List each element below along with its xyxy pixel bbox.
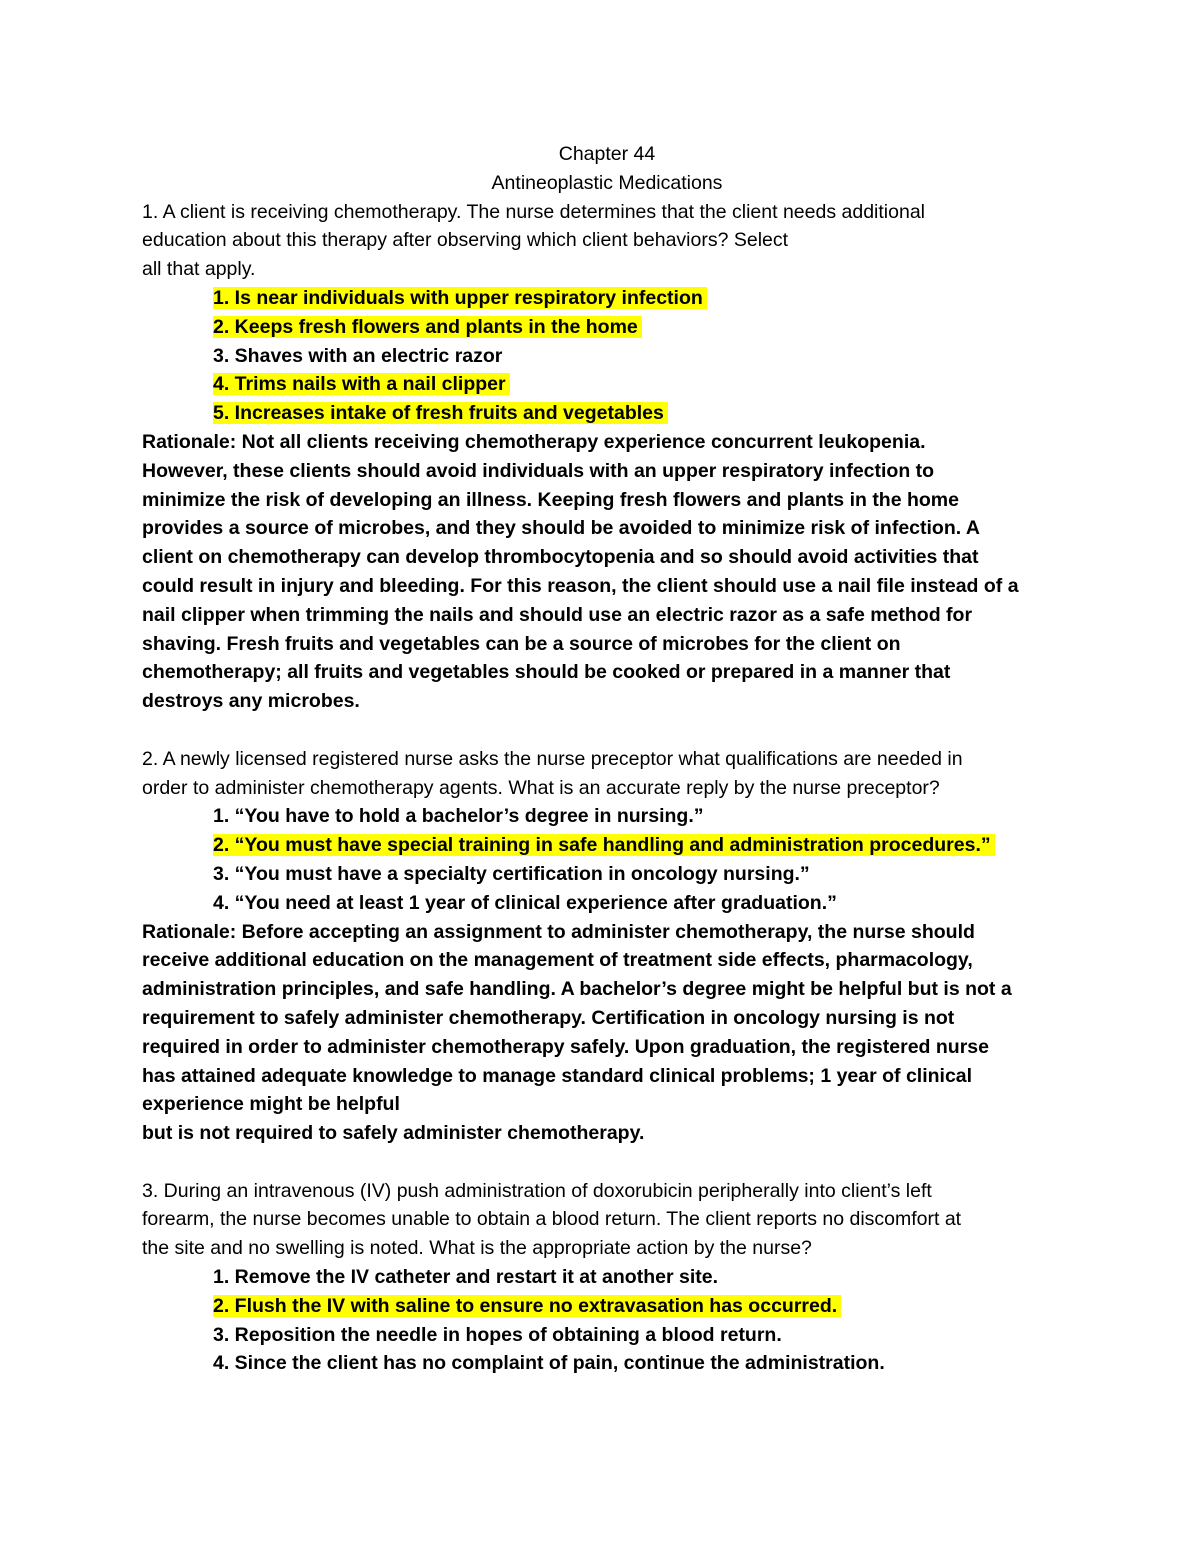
rationale-line: chemotherapy; all fruits and vegetables should be cooked or prepared in a manner that <box>142 661 951 684</box>
rationale-line: client on chemotherapy can develop thrombocytopenia and so should avoid activities that <box>142 546 979 569</box>
rationale-line: has attained adequate knowledge to manage standard clinical problems; 1 year of clinical <box>142 1064 973 1087</box>
document-page <box>142 140 1072 1378</box>
question-1 <box>142 198 1072 716</box>
question-2-stem-line: order to administer chemotherapy agents. What is an accurate reply by the nurse preceptor? <box>142 776 940 799</box>
rationale-line: destroys any microbes. <box>142 690 360 713</box>
question-1-stem-line: all that apply. <box>142 258 256 281</box>
rationale-line: experience might be helpful <box>142 1093 400 1116</box>
highlighted-answer: 2. Keeps fresh flowers and plants in the home <box>213 316 642 338</box>
rationale-line: minimize the risk of developing an illness. Keeping fresh flowers and plants in the home <box>142 488 959 511</box>
rationale-line: required in order to administer chemotherapy safely. Upon graduation, the registered nurse <box>142 1035 989 1058</box>
highlighted-answer: 5. Increases intake of fresh fruits and vegetables <box>213 402 668 424</box>
question-1-stem-line: 1. A client is receiving chemotherapy. The nurse determines that the client needs additional <box>142 200 925 223</box>
question-1-option-2 <box>142 313 1072 342</box>
question-3-stem-line: 3. During an intravenous (IV) push administration of doxorubicin peripherally into client’s left <box>142 1179 932 1202</box>
highlighted-answer: 4. Trims nails with a nail clipper <box>213 373 510 395</box>
question-2-option-4: 4. “You need at least 1 year of clinical experience after graduation.” <box>213 891 837 914</box>
question-1-rationale <box>142 428 1072 716</box>
question-1-option-1 <box>142 284 1072 313</box>
rationale-line: could result in injury and bleeding. For this reason, the client should use a nail file instead of a <box>142 574 1019 597</box>
paragraph-gap <box>142 716 1072 745</box>
rationale-line: provides a source of microbes, and they should be avoided to minimize risk of infection. A <box>142 517 980 540</box>
rationale-line: receive additional education on the management of treatment side effects, pharmacology, <box>142 949 973 972</box>
question-2-option-3: 3. “You must have a specialty certification in oncology nursing.” <box>213 862 810 885</box>
question-3-option-3: 3. Reposition the needle in hopes of obtaining a blood return. <box>213 1323 782 1346</box>
question-3-option-4: 4. Since the client has no complaint of pain, continue the administration. <box>213 1352 885 1375</box>
question-3-option-1: 1. Remove the IV catheter and restart it at another site. <box>213 1266 718 1289</box>
question-1-option-3: 3. Shaves with an electric razor <box>213 344 503 367</box>
chapter-title: Antineoplastic Medications <box>491 171 723 194</box>
highlighted-answer: 1. Is near individuals with upper respiratory infection <box>213 287 707 309</box>
question-1-option-5 <box>142 399 1072 428</box>
highlighted-answer: 2. “You must have special training in safe handling and administration procedures.” <box>213 834 995 856</box>
rationale-line: but is not required to safely administer chemotherapy. <box>142 1122 645 1145</box>
question-2 <box>142 745 1072 1148</box>
question-2-rationale <box>142 918 1072 1148</box>
rationale-line: However, these clients should avoid individuals with an upper respiratory infection to <box>142 459 935 482</box>
question-2-option-1: 1. “You have to hold a bachelor’s degree in nursing.” <box>213 805 704 828</box>
rationale-line: administration principles, and safe handling. A bachelor’s degree might be helpful but is not a <box>142 978 1012 1001</box>
rationale-line: nail clipper when trimming the nails and should use an electric razor as a safe method for <box>142 603 973 626</box>
question-1-stem-line: education about this therapy after observing which client behaviors? Select <box>142 229 789 252</box>
rationale-line: Rationale: Before accepting an assignment to administer chemotherapy, the nurse should <box>142 920 975 943</box>
question-3-stem-line: forearm, the nurse becomes unable to obtain a blood return. The client reports no discomfort at <box>142 1208 962 1231</box>
rationale-line: Rationale: Not all clients receiving chemotherapy experience concurrent leukopenia. <box>142 430 926 453</box>
chapter-heading: Chapter 44 <box>558 143 656 165</box>
question-3 <box>142 1177 1072 1379</box>
question-2-stem-line: 2. A newly licensed registered nurse asks the nurse preceptor what qualifications are needed in <box>142 747 963 770</box>
highlighted-answer: 2. Flush the IV with saline to ensure no extravasation has occurred. <box>213 1295 841 1317</box>
question-1-option-4 <box>142 370 1072 399</box>
rationale-line: shaving. Fresh fruits and vegetables can be a source of microbes for the client on <box>142 632 901 655</box>
question-3-option-2 <box>142 1292 1072 1321</box>
question-3-stem-line: the site and no swelling is noted. What is the appropriate action by the nurse? <box>142 1237 812 1260</box>
paragraph-gap <box>142 1148 1072 1177</box>
question-2-option-2 <box>142 831 1072 860</box>
rationale-line: requirement to safely administer chemotherapy. Certification in oncology nursing is not <box>142 1006 955 1029</box>
